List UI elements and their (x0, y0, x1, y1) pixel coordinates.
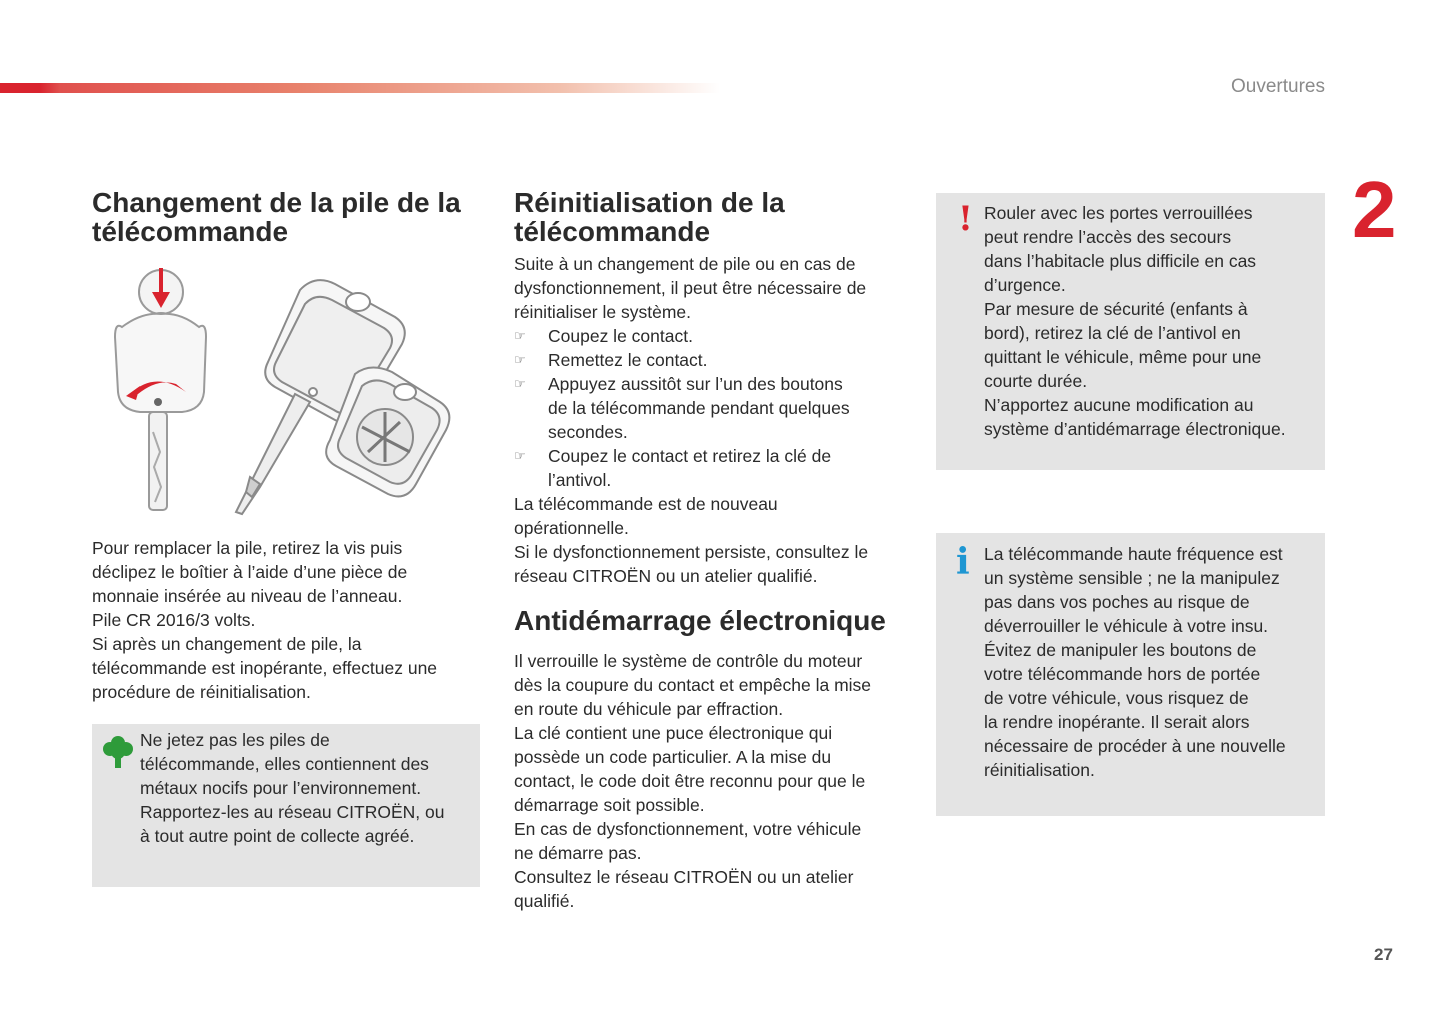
hand-pointer-icon: ☞ (514, 376, 526, 391)
info-line: La télécommande haute fréquence est (984, 544, 1283, 564)
text-line: monnaie insérée au niveau de l’anneau. (92, 586, 403, 606)
warning-line: système d’antidémarrage électronique. (984, 419, 1286, 439)
text-line: Si le dysfonctionnement persiste, consultez le (514, 542, 869, 562)
text-line: opérationnelle. (514, 518, 629, 538)
eco-line: Rapportez-les au réseau CITROËN, ou (140, 802, 445, 822)
warning-line: bord), retirez la clé de l’antivol en (984, 323, 1241, 343)
text-line: ne démarre pas. (514, 843, 642, 863)
text-line: en route du véhicule par effraction. (514, 699, 784, 719)
step-item: ☞ Appuyez aussitôt sur l’un des boutons de la télécommande pendant quelques secondes. (514, 374, 850, 442)
step-item: ☞ Coupez le contact et retirez la clé de l’antivol. (514, 446, 832, 490)
text-line: Pour remplacer la pile, retirez la vis puis (92, 538, 403, 558)
warning-line: courte durée. (984, 371, 1088, 391)
section-title: Ouvertures (1231, 76, 1325, 97)
battery-section (92, 188, 487, 246)
info-line: réinitialisation. (984, 760, 1095, 780)
chapter-number: 2 (1352, 165, 1397, 254)
text-line: possède un code particulier. A la mise du (514, 747, 832, 767)
info-line: votre télécommande hors de portée (984, 664, 1261, 684)
text-line: réseau CITROËN ou un atelier qualifié. (514, 566, 818, 586)
step-item: ☞ Coupez le contact. (514, 326, 693, 346)
reset-steps (514, 324, 909, 492)
text-line: La clé contient une puce électronique qui (514, 723, 833, 743)
text-line: Pile CR 2016/3 volts. (92, 610, 256, 630)
info-line: un système sensible ; ne la manipulez (984, 568, 1280, 588)
text-line: déclipez le boîtier à l’aide d’une pièce de (92, 562, 408, 582)
warning-line: quittant le véhicule, même pour une (984, 347, 1262, 367)
text-line: En cas de dysfonctionnement, votre véhicule (514, 819, 862, 839)
immobiliser-title: Antidémarrage électronique (514, 605, 886, 636)
hand-pointer-icon: ☞ (514, 352, 526, 367)
text-line: dès la coupure du contact et empêche la mise (514, 675, 872, 695)
warning-line: Rouler avec les portes verrouillées (984, 203, 1253, 223)
text-line: La télécommande est de nouveau (514, 494, 778, 514)
text-line: dysfonctionnement, il peut être nécessaire de (514, 278, 867, 298)
text-line: Si après un changement de pile, la (92, 634, 362, 654)
text-line: télécommande est inopérante, effectuez une (92, 658, 438, 678)
remote-key-open-drawing (236, 280, 449, 514)
hand-pointer-icon: ☞ (514, 448, 526, 463)
text-line: qualifié. (514, 891, 575, 911)
info-line: déverrouiller le véhicule à votre insu. (984, 616, 1269, 636)
warning-box (936, 193, 1325, 470)
battery-title: Changement de la pile de la télécommande (92, 187, 461, 247)
warning-line: peut rendre l’accès des secours (984, 227, 1232, 247)
text-line: Il verrouille le système de contrôle du moteur (514, 651, 863, 671)
text-line: contact, le code doit être reconnu pour que le (514, 771, 866, 791)
info-line: de votre véhicule, vous risquez de (984, 688, 1249, 708)
warning-line: Par mesure de sécurité (enfants à (984, 299, 1248, 319)
eco-line: à tout autre point de collecte agréé. (140, 826, 415, 846)
info-line: la rendre inopérante. Il serait alors (984, 712, 1250, 732)
reset-title: Réinitialisation de la télécommande (514, 187, 785, 247)
warning-line: d’urgence. (984, 275, 1066, 295)
step-item: ☞ Remettez le contact. (514, 350, 708, 370)
page-number: 27 (1374, 945, 1393, 964)
hand-pointer-icon: ☞ (514, 328, 526, 343)
eco-line: télécommande, elles contiennent des (140, 754, 429, 774)
battery-instructions (92, 536, 482, 704)
header-accent-bar (0, 83, 720, 93)
warning-line: N’apportez aucune modification au (984, 395, 1254, 415)
text-line: réinitialiser le système. (514, 302, 691, 322)
text-line: procédure de réinitialisation. (92, 682, 311, 702)
eco-line: Ne jetez pas les piles de (140, 730, 330, 750)
eco-line: métaux nocifs pour l’environnement. (140, 778, 422, 798)
eco-notice-box (92, 724, 480, 887)
text-line: Suite à un changement de pile ou en cas de (514, 254, 856, 274)
reset-section (514, 188, 909, 913)
info-line: Évitez de manipuler les boutons de (984, 640, 1257, 660)
key-battery-illustration (100, 262, 470, 527)
exclamation-icon: ! (958, 199, 973, 239)
text-line: Consultez le réseau CITROËN ou un atelier (514, 867, 854, 887)
tree-icon (102, 734, 134, 770)
info-line: pas dans vos poches au risque de (984, 592, 1250, 612)
info-icon: i (956, 541, 970, 583)
text-line: démarrage soit possible. (514, 795, 705, 815)
info-box (936, 533, 1325, 816)
info-line: nécessaire de procéder à une nouvelle (984, 736, 1286, 756)
warning-line: dans l’habitacle plus difficile en cas (984, 251, 1257, 271)
